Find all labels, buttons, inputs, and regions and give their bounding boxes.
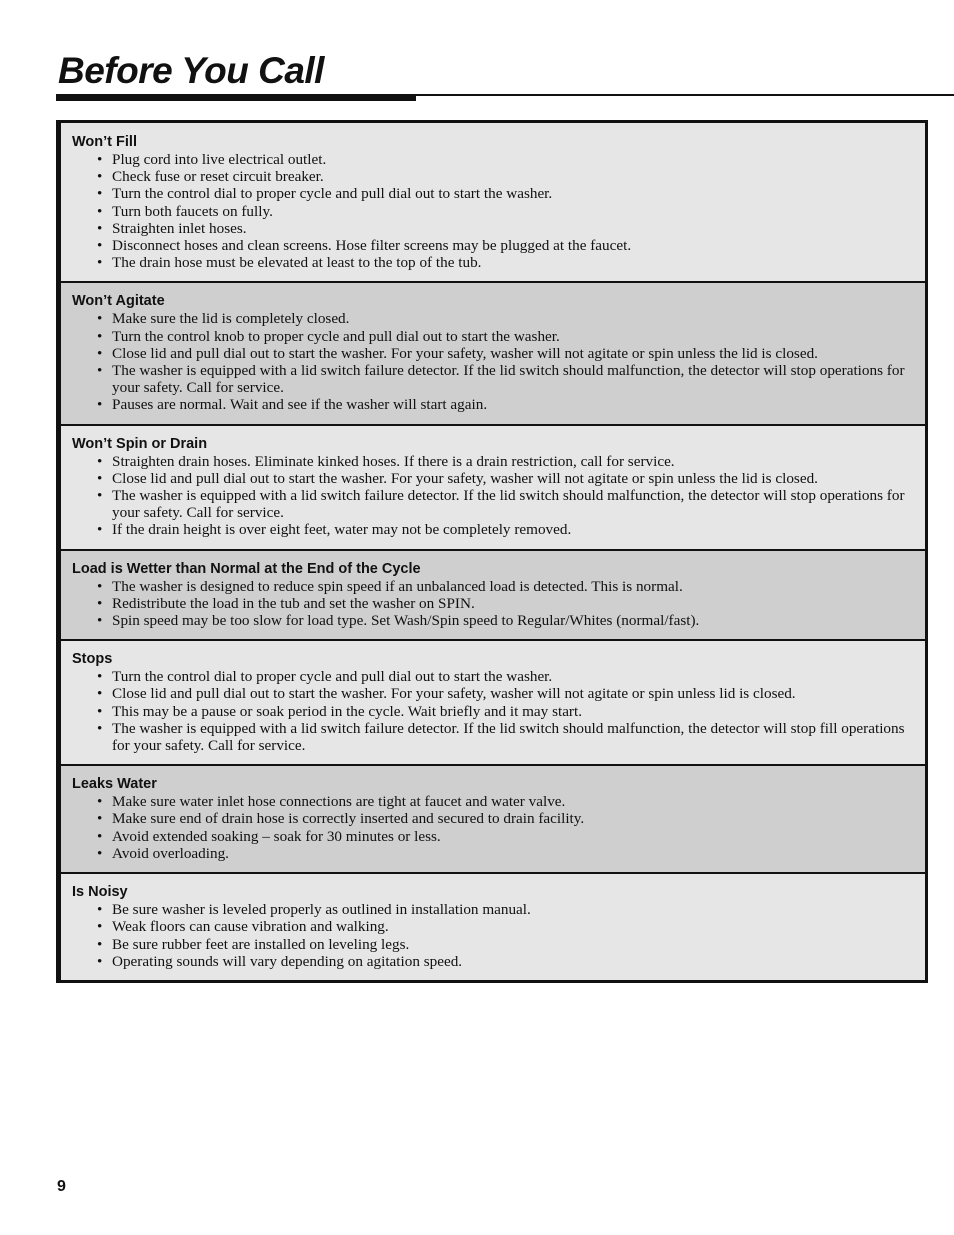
list-item: • Turn the control knob to proper cycle and pull dial out to start the washer. — [97, 328, 915, 345]
list-item: • Be sure rubber feet are installed on leveling legs. — [97, 936, 915, 953]
list-item: • The washer is designed to reduce spin speed if an unbalanced load is detected. This is normal. — [97, 578, 915, 595]
section-wont-agitate — [61, 281, 925, 423]
list-item: • Make sure end of drain hose is correctly inserted and secured to drain facility. — [97, 810, 915, 827]
page-title: Before You Call — [58, 50, 324, 91]
list-item: • Plug cord into live electrical outlet. — [97, 151, 915, 168]
list-item: • Make sure water inlet hose connections are tight at faucet and water valve. — [97, 793, 915, 810]
section-heading: Won’t Fill — [72, 134, 137, 150]
item-list — [72, 901, 915, 970]
list-item: • If the drain height is over eight feet, water may not be completely removed. — [97, 521, 915, 538]
list-item: • The washer is equipped with a lid switch failure detector. If the lid switch should malfunction, the detector will stop operations for your safety. Call for service. — [97, 362, 915, 396]
section-heading: Leaks Water — [72, 776, 157, 793]
list-item: • Weak floors can cause vibration and walking. — [97, 918, 915, 935]
item-list — [72, 310, 915, 413]
list-item: • Close lid and pull dial out to start the washer. For your safety, washer will not agitate or spin unless lid is closed. — [97, 685, 915, 702]
list-item: • Straighten inlet hoses. — [97, 220, 915, 237]
section-wont-fill — [61, 123, 925, 281]
item-list — [72, 151, 915, 271]
section-leaks-water — [61, 764, 925, 872]
list-item: • Be sure washer is leveled properly as outlined in installation manual. — [97, 901, 915, 918]
list-item: • Close lid and pull dial out to start the washer. For your safety, washer will not agitate or spin unless the lid is closed. — [97, 470, 915, 487]
page-number: 9 — [57, 1178, 66, 1195]
list-item: • Turn the control dial to proper cycle and pull dial out to start the washer. — [97, 185, 915, 202]
section-stops — [61, 639, 925, 764]
list-item: • Redistribute the load in the tub and set the washer on SPIN. — [97, 595, 915, 612]
list-item: • The drain hose must be elevated at least to the top of the tub. — [97, 254, 915, 271]
troubleshooting-table — [56, 120, 928, 983]
section-heading: Is Noisy — [72, 884, 128, 901]
list-item: • Close lid and pull dial out to start the washer. For your safety, washer will not agitate or spin unless the lid is closed. — [97, 345, 915, 362]
section-heading: Load is Wetter than Normal at the End of the Cycle — [72, 560, 421, 577]
list-item: • Make sure the lid is completely closed. — [97, 310, 915, 327]
section-heading: Stops — [72, 651, 113, 668]
list-item: • This may be a pause or soak period in the cycle. Wait briefly and it may start. — [97, 703, 915, 720]
title-rule-thick — [56, 95, 416, 101]
list-item: • Avoid extended soaking – soak for 30 minutes or less. — [97, 828, 915, 845]
section-load-wetter-than-normal — [61, 549, 925, 640]
list-item: • Avoid overloading. — [97, 845, 915, 862]
list-item: • Straighten drain hoses. Eliminate kinked hoses. If there is a drain restriction, call for service. — [97, 453, 915, 470]
list-item: • Check fuse or reset circuit breaker. — [97, 168, 915, 185]
item-list — [72, 668, 915, 754]
list-item: • Disconnect hoses and clean screens. Hose filter screens may be plugged at the faucet. — [97, 237, 915, 254]
list-item: • The washer is equipped with a lid switch failure detector. If the lid switch should malfunction, the detector will stop fill operations for your safety. Call for service. — [97, 720, 915, 754]
list-item: • The washer is equipped with a lid switch failure detector. If the lid switch should malfunction, the detector will stop operations for your safety. Call for service. — [97, 487, 915, 521]
list-item: • Spin speed may be too slow for load type. Set Wash/Spin speed to Regular/Whites (normal/fast). — [97, 612, 915, 629]
section-heading: Won’t Agitate — [72, 293, 165, 310]
list-item: • Operating sounds will vary depending on agitation speed. — [97, 953, 915, 970]
section-is-noisy — [61, 872, 925, 980]
item-list — [72, 578, 915, 630]
item-list — [72, 793, 915, 862]
list-item: • Pauses are normal. Wait and see if the washer will start again. — [97, 396, 915, 413]
list-item: • Turn the control dial to proper cycle and pull dial out to start the washer. — [97, 668, 915, 685]
section-wont-spin-or-drain — [61, 424, 925, 549]
item-list — [72, 453, 915, 539]
section-heading: Won’t Spin or Drain — [72, 435, 208, 452]
list-item: • Turn both faucets on fully. — [97, 203, 915, 220]
